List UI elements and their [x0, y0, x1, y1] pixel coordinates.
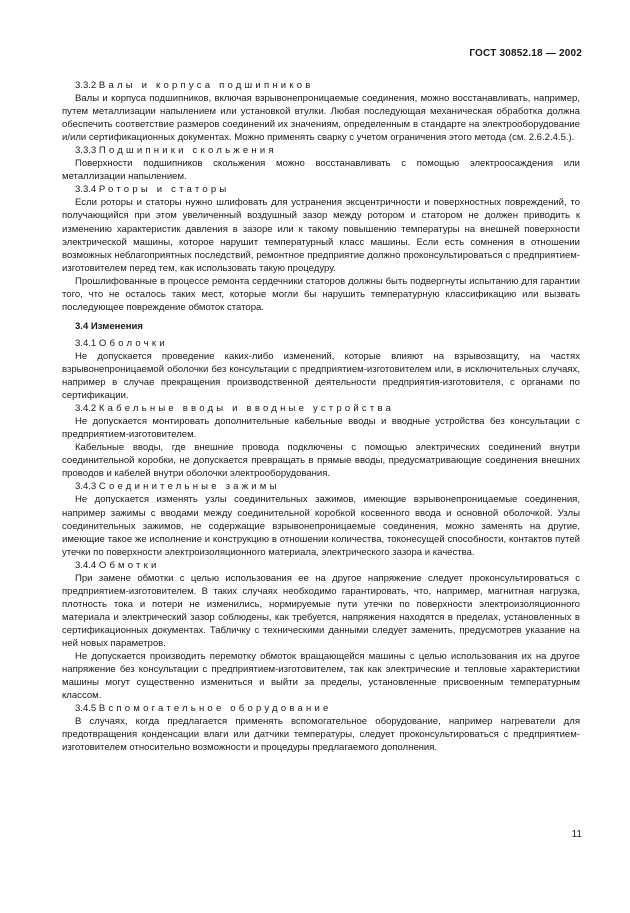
section-number: 3.3.3: [75, 145, 97, 157]
paragraph: Если роторы и статоры нужно шлифовать для устранения эксцентричности и поверхностных повреждений, то получающийся при этом увеличенный воздушный зазор между ротором и статором не должен приводить к изменению характеристик давления в зазоре или к такому повышению температуры на внешней поверхности электрической машины, которое нарушит температурный класс машины. Если есть сомнения в отношении возможных неблагоприятных последствий, ремонтное предприятие должно проконсультироваться с предприятием-изготовителем перед тем, как использовать такую процедуру.: [62, 197, 580, 274]
section-title: Роторы и статоры: [98, 184, 230, 196]
section-title: Обмотки: [98, 559, 160, 571]
section-number: 3.4.4: [75, 559, 97, 571]
subsection-heading: 3.4 Изменения: [75, 320, 143, 332]
section-heading: [62, 337, 580, 350]
section-title: Кабельные вводы и вводные устройства: [98, 403, 395, 415]
section-number: 3.4.1: [75, 337, 97, 349]
standard-header: ГОСТ 30852.18 — 2002: [469, 48, 582, 59]
section-title: Подшипники скольжения: [98, 145, 277, 157]
section-title: Оболочки: [98, 337, 168, 349]
paragraph: В случаях, когда предлагается применять вспомогательное оборудование, например нагреватели для предотвращения конденсации влаги или датчики температуры, следует проконсультироваться с предприятием-изготовителем относительно возможности и процедуры предлагаемого дополнения.: [62, 716, 580, 754]
section-number: 3.3.2: [75, 80, 97, 91]
section-heading: [62, 79, 580, 92]
section-number: 3.4.5: [75, 703, 97, 715]
paragraph: Валы и корпуса подшипников, включая взрывонепроницаемые соединения, можно восстанавливать, например, путем металлизации напылением или установкой втулки. Любая последующая механическая обработка должна обеспечить соответствие размеров соединений их значениям, определенным в стандарте на электрооборудование и/или сертификационных документах. Можно применять сварку с учетом ограничения этого метода (см. 2.6.2.4.5.).: [62, 93, 580, 144]
section-heading: [62, 702, 580, 715]
paragraph: Не допускается проведение каких-либо изменений, которые влияют на взрывозащиту, на частях взрывонепроницаемой оболочки без консультации с предприятием-изготовителем или, в исключительных случаях, например в случае прекращения производственной деятельности предприятия-изготовителя, с органами по сертификации.: [62, 350, 580, 402]
paragraph: Прошлифованные в процессе ремонта сердечники статоров должны быть подвергнуты испытанию для гарантии того, что не осталось таких мест, которые могли бы нарушить температурную классификацию или вызвать последующее повреждение обмоток статора.: [62, 275, 580, 313]
paragraph: Поверхности подшипников скольжения можно восстанавливать с помощью электроосаждения или металлизации напылением.: [62, 158, 580, 183]
page-number: 11: [571, 829, 582, 840]
paragraph: Не допускается производить перемотку обмоток вращающейся машины с целью использования их на другое напряжение без консультации с предприятием-изготовителем, так как электрические и тепловые характеристики машины могут существенно измениться и выйти за пределы, установленные присвоенным температурным классом.: [62, 651, 580, 702]
paragraph: При замене обмотки с целью использования ее на другое напряжение следует проконсультироваться с предприятием-изготовителем. В таких случаях необходимо гарантировать, что, например, магнитная нагрузка, плотность тока и потери не изменились, нормируемые пути утечки по поверхности электроизоляционного материала и электрический зазор соблюдены, как требуется, напряжения находятся в пределах, установленных в сертификационных документах. Табличку с техническими данными следует заменить, предусмотрев указание на ней новых параметров.: [62, 572, 580, 649]
section-heading: [62, 183, 580, 196]
paragraph: Не допускается изменять узлы соединительных зажимов, имеющие взрывонепроницаемые соединения, например зажимы с вводами между соединительной коробкой косвенного ввода и основной оболочкой. Узлы соединительных зажимов, не содержащие взрывонепроницаемые соединения, можно заменять на другие, имеющие такое же исполнение и конструкцию в отношении количества, токонесущей способности, контактов путей утечки по поверхности электроизоляционного материала, электрического зазора и качества.: [62, 494, 580, 558]
paragraph: Не допускается монтировать дополнительные кабельные вводы и вводные устройства без консультации с предприятием-изготовителем.: [62, 416, 580, 441]
section-number: 3.4.2: [75, 403, 97, 415]
section-title: Валы и корпуса подшипников: [98, 80, 314, 91]
section-number: 3.3.4: [75, 184, 97, 196]
section-heading: [62, 402, 580, 415]
section-heading: [62, 559, 580, 572]
section-title: Вспомогательное оборудование: [98, 703, 332, 715]
section-title: Соединительные зажимы: [98, 481, 280, 493]
section-number: 3.4.3: [75, 481, 97, 493]
section-heading: [62, 144, 580, 157]
paragraph: Кабельные вводы, где внешние провода подключены с помощью электрических соединений внутри соединительной коробки, не допускается превращать в прямые вводы, предусматривающие соединения внешних проводов и кабелей внутри оболочки электрооборудования.: [62, 442, 580, 480]
section-heading: [62, 480, 580, 493]
document-body: [62, 79, 580, 754]
